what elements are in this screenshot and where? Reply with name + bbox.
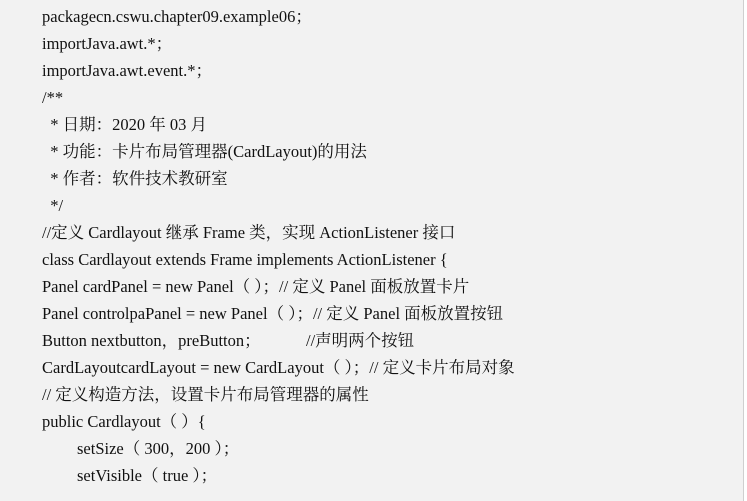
code-line-control-panel: Panel controlpaPanel = new Panel（ ）；// 定义 Panel 面板放置按钮 xyxy=(42,304,504,323)
code-line-comment-date: * 日期：2020 年 03 月 xyxy=(42,115,207,134)
code-line-class-comment: //定义 Cardlayout 继承 Frame 类，实现 ActionListener 接口 xyxy=(42,223,456,242)
code-line-import-event: importJava.awt.event.*； xyxy=(42,61,212,80)
code-line-class-declaration: class Cardlayout extends Frame implements ActionListener { xyxy=(42,250,448,269)
code-line-set-size: setSize（ 300，200 ）； xyxy=(77,439,240,458)
code-line-import-awt: importJava.awt.*； xyxy=(42,34,173,53)
code-line-buttons: Button nextbutton，preButton； //声明两个按钮 xyxy=(42,331,415,350)
code-line-comment-close: */ xyxy=(42,196,64,215)
code-line-package: packagecn.cswu.chapter09.example06； xyxy=(42,7,312,26)
code-line-comment-author: * 作者：软件技术教研室 xyxy=(42,169,228,188)
code-line-comment-function: * 功能：卡片布局管理器(CardLayout)的用法 xyxy=(42,142,367,161)
code-line-card-panel: Panel cardPanel = new Panel（ ）；// 定义 Panel 面板放置卡片 xyxy=(42,277,470,296)
code-line-constructor-comment: // 定义构造方法，设置卡片布局管理器的属性 xyxy=(42,385,369,404)
code-line-comment-open: /** xyxy=(42,88,64,107)
code-line-constructor: public Cardlayout（ ）{ xyxy=(42,412,206,431)
code-line-card-layout: CardLayoutcardLayout = new CardLayout（ ）；// 定义卡片布局对象 xyxy=(42,358,515,377)
code-line-set-visible: setVisible（ true ）； xyxy=(77,466,218,485)
